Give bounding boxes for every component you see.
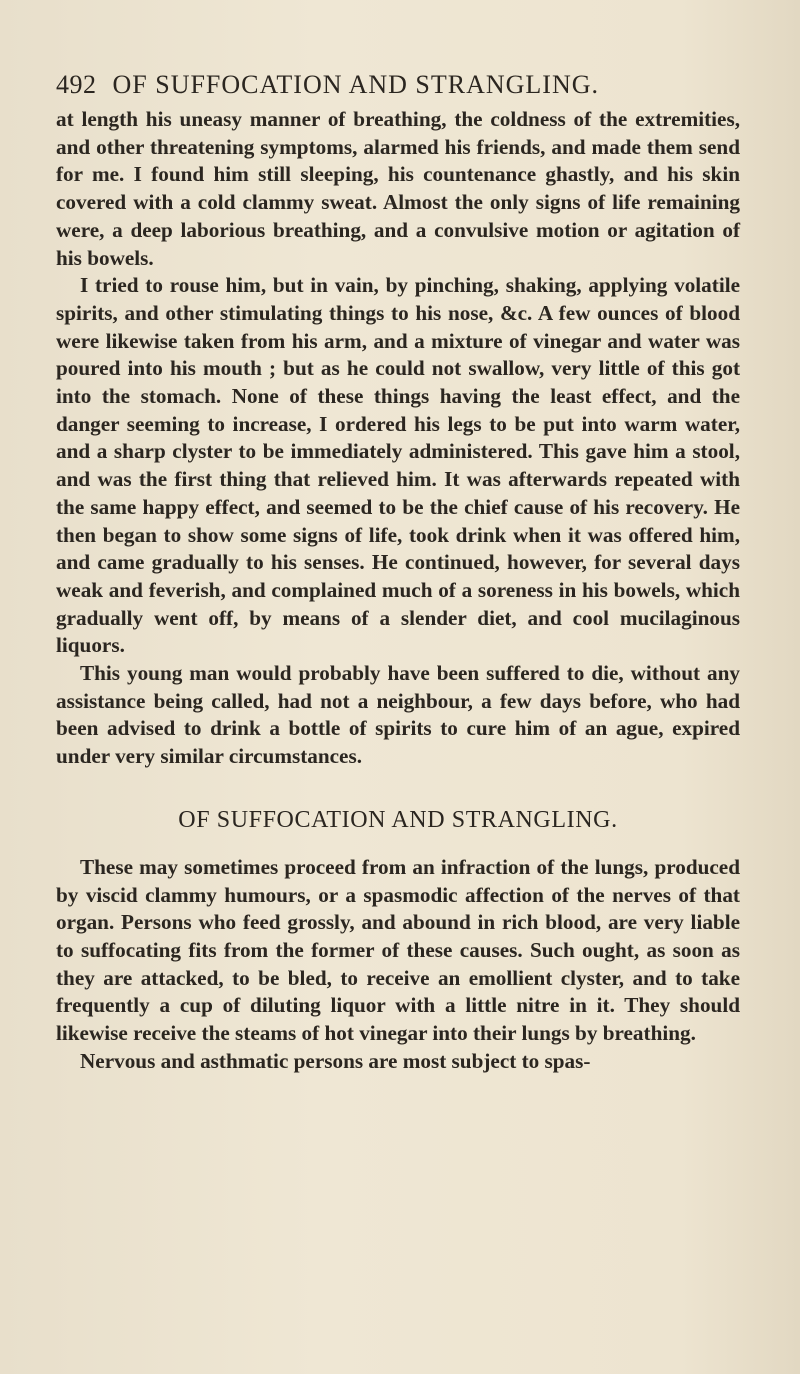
paragraph-continued: at length his uneasy manner of breathing, the coldness of the extremities, and other threatening symptoms, alarmed his friends, and made them send for me. I found him still sleeping, his countenance ghastly, and his skin covered with a cold clammy sweat. Almost the only signs of life remaining were, a deep laborious breathing, and a convulsive motion or agitation of his bowels. (56, 107, 740, 270)
body-text (56, 106, 740, 1076)
paragraph-continues: Nervous and asthmatic persons are most subject to spas- (80, 1048, 591, 1073)
section-heading: OF SUFFOCATION AND STRANGLING. (178, 806, 618, 833)
running-title: OF SUFFOCATION AND STRANGLING. (112, 70, 599, 99)
paragraph: These may sometimes proceed from an infraction of the lungs, produced by viscid clammy humours, or a spasmodic affection of the nerves of that organ. Persons who feed grossly, and abound in rich blood, are very liable to suffocating fits from the former of these causes. Such ought, as soon as they are attacked, to be bled, to receive an emollient clyster, and to take frequently a cup of diluting liquor with a little nitre in it. They should likewise receive the steams of hot vinegar into their lungs by breathing. (56, 854, 740, 1046)
page-header (56, 70, 740, 100)
paragraph: I tried to rouse him, but in vain, by pinching, shaking, applying volatile spirits, and other stimulating things to his nose, &c. A few ounces of blood were likewise taken from his arm, and a mixture of vinegar and water was poured into his mouth ; but as he could not swallow, very little of this got into the stomach. None of these things having the least effect, and the danger seeming to increase, I ordered his legs to be put into warm water, and a sharp clyster to be immediately administered. This gave him a stool, and was the first thing that relieved him. It was afterwards repeated with the same happy effect, and seemed to be the chief cause of his recovery. He then began to show some signs of life, took drink when it was offered him, and came gradually to his senses. He continued, however, for several days weak and feverish, and complained much of a soreness in his bowels, which gradually went off, by means of a slender diet, and cool mucilaginous liquors. (56, 273, 740, 658)
paragraph: This young man would probably have been suffered to die, without any assistance being called, had not a neighbour, a few days before, who had been advised to drink a bottle of spirits to cure him of an ague, expired under very similar circumstances. (56, 661, 740, 769)
page-number: 492 (56, 70, 97, 99)
